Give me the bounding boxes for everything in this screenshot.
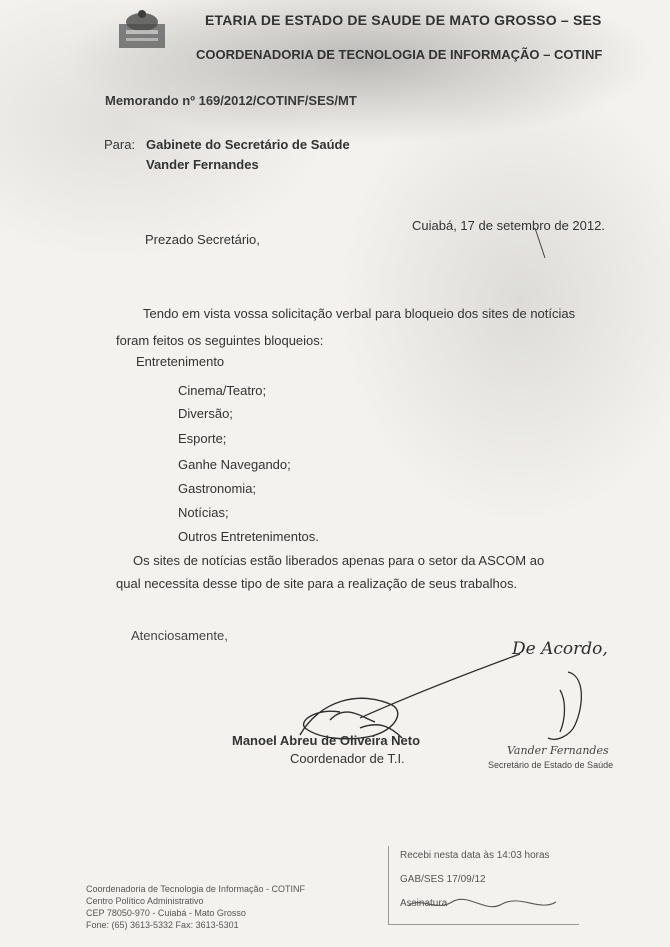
list-item: Notícias;	[178, 505, 229, 520]
list-item: Gastronomia;	[178, 481, 257, 496]
approval-stroke	[360, 654, 520, 718]
list-item: Cinema/Teatro;	[178, 383, 267, 398]
list-item: Diversão;	[178, 406, 233, 421]
header-line-2: COORDENADORIA DE TECNOLOGIA DE INFORMAÇÃO – COTINF	[196, 47, 603, 62]
closing: Atenciosamente,	[131, 628, 228, 643]
signatory-left-name: Manoel Abreu de Oliveira Neto	[232, 733, 421, 748]
footer-line-3: CEP 78050-970 - Cuiabá - Mato Grosso	[86, 908, 246, 918]
stamp-line-1: Recebi nesta data às 14:03 horas	[400, 850, 550, 861]
stamp-line-3: Assinatura	[400, 898, 448, 909]
list-title: Entretenimento	[136, 354, 225, 369]
list-item: Outros Entretenimentos.	[178, 529, 319, 544]
footer-line-1: Coordenadoria de Tecnologia de Informação - COTINF	[86, 884, 305, 894]
header-line-1: ETARIA DE ESTADO DE SAUDE DE MATO GROSSO – SES	[205, 12, 602, 28]
recipient-label: Para:	[104, 137, 136, 152]
note-line-1: Os sites de notícias estão liberados apenas para o setor da ASCOM ao	[133, 553, 545, 568]
recipient-line-2: Vander Fernandes	[146, 157, 259, 172]
body-line-2: foram feitos os seguintes bloqueios:	[116, 333, 324, 348]
note-line-2: qual necessita desse tipo de site para a realização de seus trabalhos.	[116, 576, 518, 591]
footer-line-4: Fone: (65) 3613-5332 Fax: 3613-5301	[86, 920, 239, 930]
state-crest-icon	[116, 8, 168, 52]
memo-reference: Memorando nº 169/2012/COTINF/SES/MT	[105, 93, 357, 108]
list-item: Esporte;	[178, 431, 227, 446]
signatory-left-role: Coordenador de T.I.	[290, 751, 405, 766]
right-signature-scribble	[548, 672, 581, 739]
memo-date: Cuiabá, 17 de setembro de 2012.	[412, 218, 605, 233]
stamp-line-2: GAB/SES 17/09/12	[400, 874, 486, 885]
footer-line-2: Centro Político Administrativo	[86, 896, 204, 906]
signatory-right-name: Vander Fernandes	[507, 744, 609, 757]
greeting: Prezado Secretário,	[145, 232, 260, 247]
list-item: Ganhe Navegando;	[178, 457, 291, 472]
body-line-1: Tendo em vista vossa solicitação verbal para bloqueio dos sites de notícias	[143, 306, 576, 321]
approval-handwriting: De Acordo,	[512, 639, 608, 659]
signatory-right-role: Secretário de Estado de Saúde	[488, 760, 614, 770]
recipient-line-1: Gabinete do Secretário de Saúde	[146, 137, 350, 152]
